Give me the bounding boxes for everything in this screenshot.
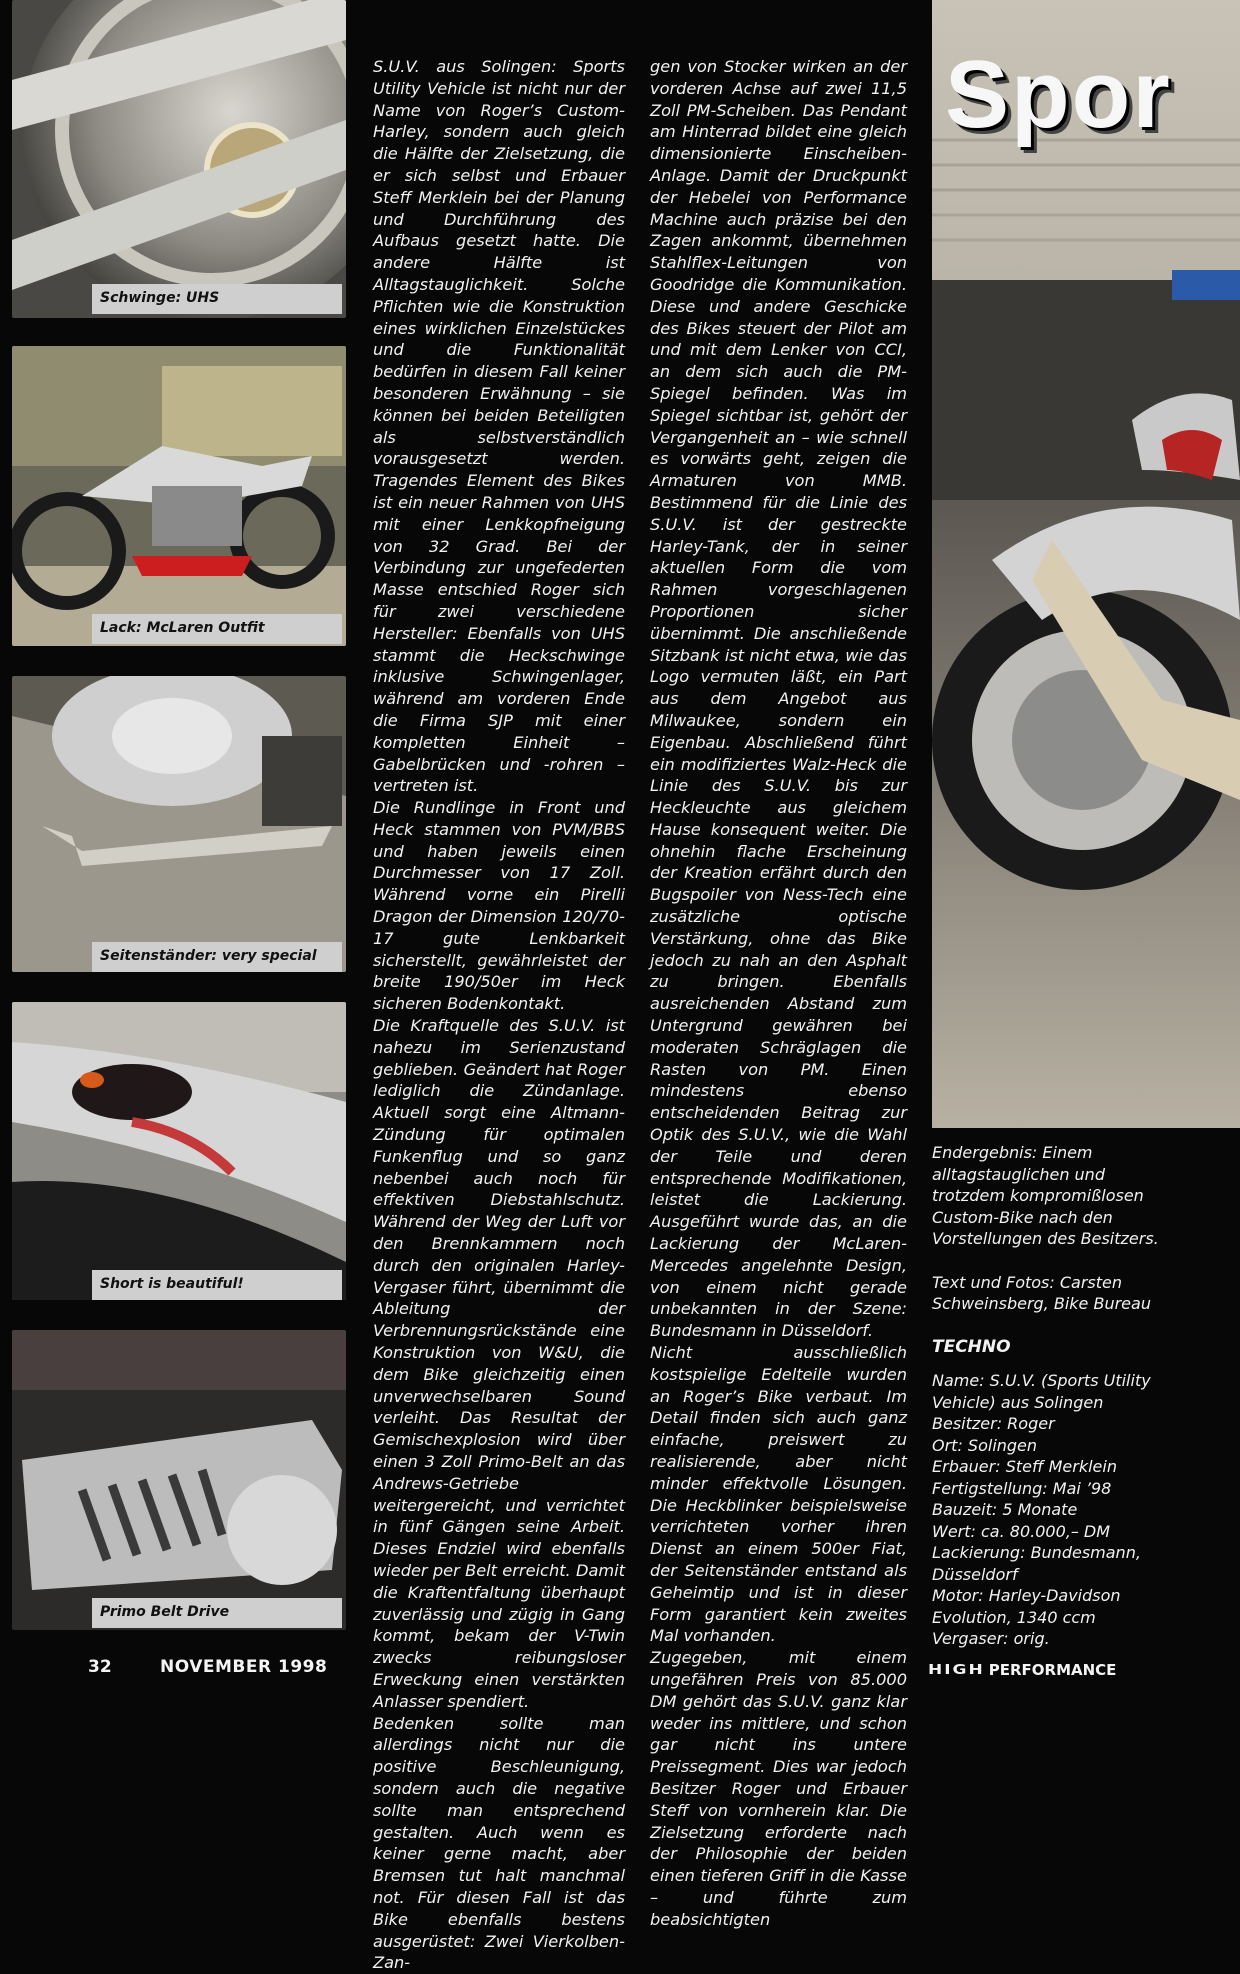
issue-date: NOVEMBER 1998	[160, 1657, 328, 1677]
caption-swingarm: Schwinge: UHS	[92, 284, 342, 314]
caption-belt: Primo Belt Drive	[92, 1598, 342, 1628]
hero-bike-image	[932, 0, 1240, 1128]
article-paragraph: gen von Stocker wirken an der vorderen Achse auf zwei 11,5 Zoll PM-Scheiben. Das Pendant am Hinterrad bildet eine gleich dimensionierte Einscheiben-Anlage. Damit der Druckpunkt der Hebelei von Performance Machine auch präzise bei den Zagen ankommt, übernehmen Stahlflex-Leitungen von Goodridge die Kommunikation. Diese und andere Geschicke des Bikes steuert der Pilot am und mit dem Lenker von CCI, an dem sich auch die PM-Spiegel befinden. Was im Spiegel sichtbar ist, gehört der Vergangenheit an – wie schnell es vorwärts geht, zeigen die Armaturen von MMB. Bestimmend für die Linie des S.U.V. ist der gestreckte Harley-Tank, der in seiner aktuellen Form die vom Rahmen vorgeschlagenen Proportionen sicher übernimmt. Die anschließende Sitzbank ist nicht etwa, wie das Logo vermuten läßt, ein Part aus dem Angebot aus Milwaukee, sondern ein Eigenbau. Abschließend führt ein modifiziertes Walz-Heck die Linie des S.U.V. bis zur Heckleuchte aus gleichem Hause konsequent weiter. Die ohnehin flache Erscheinung der Kreation erfährt durch den Bugspoiler von Ness-Tech eine zusätzliche optische Verstärkung, ohne das Bike jedoch zu nah an den Asphalt zu bringen. Ebenfalls ausreichenden Abstand zum Untergrund gewähren bei moderaten Schräglagen die Rasten von PM. Einen mindestens ebenso entscheidenden Beitrag zur Optik des S.U.V., wie die Wahl der Teile und deren entsprechende Modifikationen, leistet die Lackierung. Ausgeführt wurde das, an die Lackierung der McLaren-Mercedes angelehnte Design, von einem nicht gerade unbekannten in der Szene: Bundesmann in Düsseldorf.	[650, 57, 907, 1341]
kickstand-image	[12, 676, 346, 972]
belt-drive-image	[12, 1330, 346, 1630]
photo-tail	[12, 1002, 346, 1300]
article-paragraph: Die Rundlinge in Front und Heck stammen von PVM/BBS und haben jeweils einen Durchmesser von 17 Zoll. Während vorne ein Pirelli Dragon der Dimension 120/70-17 gute Lenkbarkeit sicherstellt, gewährleistet der breite 190/50er im Heck sicheren Bodenkontakt.	[373, 798, 625, 1014]
caption-paint: Lack: McLaren Outfit	[92, 614, 342, 644]
magazine-brand	[928, 1660, 1116, 1680]
techno-heading: TECHNO	[932, 1336, 1011, 1357]
article-paragraph: S.U.V. aus Solingen: Sports Utility Vehicle ist nicht nur der Name von Roger’s Custom-Harley, sondern auch gleich die Hälfte der Zielsetzung, die er sich selbst und Erbauer Steff Merklein bei der Planung und Durchführung des Aufbaus gesetzt hatte. Die andere Hälfte ist Alltagstauglichkeit. Solche Pflichten wie die Konstruktion eines wirklichen Einzelstückes und die Funktionalität bedürfen in diesem Fall keiner besonderen Erwähnung – sie können bei beiden Beteiligten als selbstverständlich vorausgesetzt werden. Tragendes Element des Bikes ist ein neuer Rahmen von UHS mit einer Lenkkopfneigung von 32 Grad. Bei der Verbindung zur ungefederten Masse entschied Roger sich für zwei verschiedene Hersteller: Ebenfalls von UHS stammt die Heckschwinge inklusive Schwingenlager, während am vorderen Ende die Firma SJP mit einer kompletten Einheit – Gabelbrücken und -rohren – vertreten ist.	[373, 57, 625, 796]
photo-credits: Text und Fotos: Carsten Schweinsberg, Bike Bureau	[932, 1272, 1151, 1313]
article-paragraph: Nicht ausschließlich kostspielige Edelteile wurden an Roger’s Bike verbaut. Im Detail finden sich auch ganz einfache, preiswert zu realisierende, aber nicht minder effektvolle Lösungen. Die Heckblinker beispielsweise verrichteten vorher ihren Dienst an einem 500er Fiat, der Seitenständer entstand als Geheimtip und ist in dieser Form garantiert kein zweites Mal vorhanden.	[650, 1343, 907, 1646]
caption-kickstand: Seitenständer: very special	[92, 942, 342, 972]
caption-tail: Short is beautiful!	[92, 1270, 342, 1300]
page-number: 32	[88, 1657, 112, 1677]
spec-line: Fertigstellung: Mai ’98	[932, 1478, 1112, 1498]
photo-belt-drive	[12, 1330, 346, 1630]
article-paragraph: Die Kraftquelle des S.U.V. ist nahezu im Serienzustand geblieben. Geändert hat Roger lediglich die Zündanlage. Aktuell sorgt eine Altmann-Zündung für optimalen Funkenflug und so ganz nebenbei auch noch für effektiven Diebstahlschutz. Während der Weg der Luft vor den Brennkammern noch durch den originalen Harley-Vergaser führt, übernimmt die Ableitung der Verbrennungsrückstände eine Konstruktion von W&U, die dem Bike gleichzeitig einen unverwechselbaren Sound verleiht. Das Resultat der Gemischexplosion wird über einen 3 Zoll Primo-Belt an das Andrews-Getriebe weitergereicht, und verrichtet in fünf Gängen seine Arbeit. Dieses Endziel wird ebenfalls wieder per Belt erreicht. Damit die Kraftentfaltung überhaupt zuverlässig und zügig in Gang kommt, bekam der V-Twin zwecks reibungsloser Erweckung einen verstärkten Anlasser spendiert.	[373, 1016, 625, 1711]
article-column-2	[650, 56, 907, 1931]
spec-line: Ort: Solingen	[932, 1435, 1038, 1455]
article-paragraph: Zugegeben, mit einem ungefähren Preis von 85.000 DM gehört das S.U.V. ganz klar weder ins mittlere, und schon gar nicht ins untere Preissegment. Dies war jedoch Besitzer Roger und Erbauer Steff von vornherein klar. Die Zielsetzung erforderte nach der Philosophie der beiden einen tieferen Griff in die Kasse – und führte zum beabsichtigten	[650, 1648, 907, 1929]
tail-image	[12, 1002, 346, 1300]
spec-line: Lackierung: Bundesmann, Düsseldorf	[932, 1543, 1141, 1584]
brand-high: HIGH	[928, 1662, 985, 1678]
spec-line: Wert: ca. 80.000,– DM	[932, 1521, 1111, 1541]
brand-performance: PERFORMANCE	[988, 1661, 1117, 1679]
photo-hero	[932, 0, 1240, 1128]
spec-line: Motor: Harley-Davidson Evolution, 1340 ccm	[932, 1586, 1121, 1627]
result-summary: Endergebnis: Einem alltagstauglichen und trotzdem kompromißlosen Custom-Bike nach den Vorstellungen des Besitzers.	[932, 1143, 1159, 1248]
spec-line: Vergaser: orig.	[932, 1629, 1050, 1648]
spec-line: Name: S.U.V. (Sports Utility Vehicle) aus Solingen	[932, 1371, 1151, 1412]
spec-line: Bauzeit: 5 Monate	[932, 1500, 1078, 1519]
spec-line: Besitzer: Roger	[932, 1414, 1055, 1433]
article-column-1	[373, 56, 625, 1974]
spec-line: Erbauer: Steff Merklein	[932, 1457, 1117, 1476]
photo-swingarm	[12, 0, 346, 318]
headline: Spor	[945, 41, 1172, 148]
bike-side-image	[12, 346, 346, 646]
photo-kickstand	[12, 676, 346, 972]
swingarm-image	[12, 0, 346, 318]
photo-bike-side	[12, 346, 346, 646]
article-paragraph: Bedenken sollte man allerdings nicht nur die positive Beschleunigung, sondern auch die negative sollte man entsprechend gestalten. Auch wenn es keiner gerne macht, aber Bremsen tut halt manchmal not. Für diesen Fall ist das Bike ebenfalls bestens ausgerüstet: Zwei Vierkolben-Zan-	[373, 1713, 625, 1973]
info-column	[932, 1142, 1167, 1650]
